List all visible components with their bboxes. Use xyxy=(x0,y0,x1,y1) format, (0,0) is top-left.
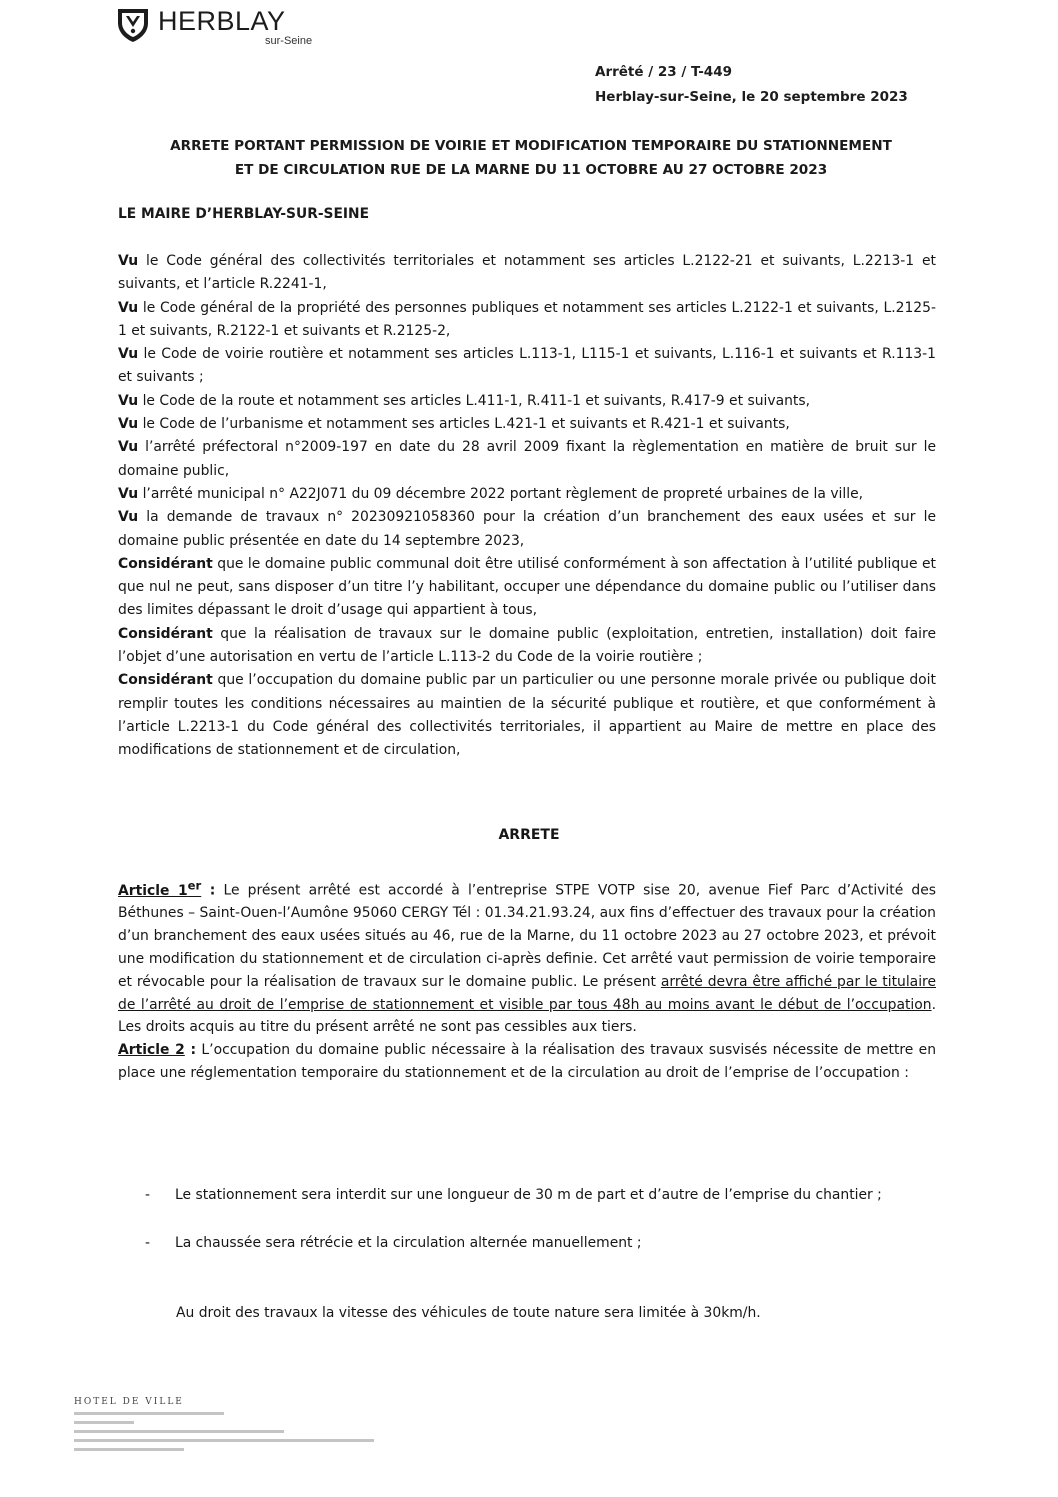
article-1: Article 1er : Le présent arrêté est accordé à l’entreprise STPE VOTP sise 20, avenue Fief Parc d’Activité des Béthunes – Saint-Ouen-l’Aumône 95060 CERGY Tél : 01.34.21.93.24, aux fins d’effectuer des travaux pour la création d’un branchement des eaux usées situés au 46, rue de la Marne, du 11 octobre 2023 au 27 octobre 2023, et prévoit une modification du stationnement et de circulation ci-après definie. Cet arrêté vaut permission de voirie temporaire et révocable pour la réalisation de travaux sur le domaine public. Le présent arrêté devra être affiché par le titulaire de l’arrêté au droit de l’emprise de stationnement et visible par tous 48h au moins avant le début de l’occupation. Les droits acquis au titre du présent arrêté ne sont pas cessibles aux tiers. xyxy=(118,878,937,1036)
footer-faint-lines xyxy=(74,1410,374,1458)
articles-section xyxy=(118,874,936,1085)
article-2-label: Article 2 xyxy=(118,1042,185,1059)
list-item: - La chaussée sera rétrécie et la circulation alternée manuellement ; xyxy=(145,1232,937,1255)
measures-list xyxy=(145,1184,937,1255)
article-2: Article 2 : L’occupation du domaine public nécessaire à la réalisation des travaux susvisés nécessite de mettre en place une réglementation temporaire du stationnement et de la circulation au droit de l’emprise de l’occupation : xyxy=(118,1042,936,1081)
display-requirement: arrêté devra être affiché par le titulaire de l’arrêté au droit de l’emprise de stationnement et visible par tous 48h au moins avant le début de l’occupation xyxy=(118,973,937,1013)
logo-subtitle: sur-Seine xyxy=(265,35,313,47)
considerations-list xyxy=(118,250,936,763)
list-item: - Le stationnement sera interdit sur une longueur de 30 m de part et d’autre de l’emprise du chantier ; xyxy=(145,1184,937,1207)
article-1-label: Article 1er xyxy=(118,878,202,899)
consideration-item: Vu le Code de l’urbanisme et notamment ses articles L.421-1 et suivants et R.421-1 et suivants, xyxy=(118,416,790,433)
consideration-item: Vu le Code de voirie routière et notamment ses articles L.113-1, L115-1 et suivants, L.116-1 et suivants et R.113-1 et suivants ; xyxy=(118,346,936,386)
herblay-logo xyxy=(116,6,312,47)
document-title xyxy=(140,134,922,182)
consideration-item: Vu le Code général des collectivités territoriales et notamment ses articles L.2122-21 et suivants, L.2213-1 et suivants, et l’article R.2241-1, xyxy=(118,253,936,293)
consideration-item: Considérant que le domaine public communal doit être utilisé conformément à son affectation à l’utilité publique et que nul ne peut, sans disposer d’un titre l’y habilitant, occuper une dépendance du domaine public ou l’utiliser dans des limites dépassant le droit d’usage qui appartient à tous, xyxy=(118,555,936,619)
title-line-2: ET DE CIRCULATION RUE DE LA MARNE DU 11 OCTOBRE AU 27 OCTOBRE 2023 xyxy=(234,162,828,178)
consideration-item: Considérant que l’occupation du domaine public par un particulier ou une personne morale privée ou publique doit remplir toutes les conditions nécessaires au maintien de la sécurité publique et routière, et que conformément à l’article L.2213-1 du Code général des collectivités territoriales, il appartient au Maire de mettre en place des modifications de stationnement et de circulation, xyxy=(118,672,936,759)
coat-of-arms-icon xyxy=(116,7,150,43)
arrete-heading: ARRETE xyxy=(498,827,560,843)
logo-name: HERBLAY xyxy=(158,6,286,36)
consideration-item: Vu le Code général de la propriété des personnes publiques et notamment ses articles L.2122-1 et suivants, L.2125-1 et suivants, R.2122-1 et suivants et R.2125-2, xyxy=(118,299,936,339)
decree-reference: Arrêté / 23 / T-449 xyxy=(595,64,732,80)
consideration-item: Vu la demande de travaux n° 20230921058360 pour la création d’un branchement des eaux usées et sur le domaine public présentée en date du 14 septembre 2023, xyxy=(118,509,936,549)
dash-bullet: - xyxy=(145,1187,151,1203)
consideration-item: Vu l’arrêté préfectoral n°2009-197 en date du 28 avril 2009 fixant la règlementation en matière de bruit sur le domaine public, xyxy=(118,439,936,479)
speed-limit-note: Au droit des travaux la vitesse des véhicules de toute nature sera limitée à 30km/h. xyxy=(176,1305,761,1321)
logo-wordmark xyxy=(158,6,312,47)
place-and-date: Herblay-sur-Seine, le 20 septembre 2023 xyxy=(595,89,908,105)
dash-bullet: - xyxy=(145,1235,151,1251)
mayor-heading: LE MAIRE D’HERBLAY-SUR-SEINE xyxy=(118,206,370,222)
footer-title: HOTEL DE VILLE xyxy=(74,1397,184,1407)
consideration-item: Vu l’arrêté municipal n° A22J071 du 09 décembre 2022 portant règlement de propreté urbaines de la ville, xyxy=(118,485,864,502)
consideration-item: Considérant que la réalisation de travaux sur le domaine public (exploitation, entretien, installation) doit faire l’objet d’une autorisation en vertu de l’article L.113-2 du Code de la voirie routière ; xyxy=(118,625,936,666)
footer-address xyxy=(74,1397,394,1458)
consideration-item: Vu le Code de la route et notamment ses articles L.411-1, R.411-1 et suivants, R.417-9 et suivants, xyxy=(118,392,810,409)
title-line-1: ARRETE PORTANT PERMISSION DE VOIRIE ET MODIFICATION TEMPORAIRE DU STATIONNEMENT xyxy=(170,138,892,154)
